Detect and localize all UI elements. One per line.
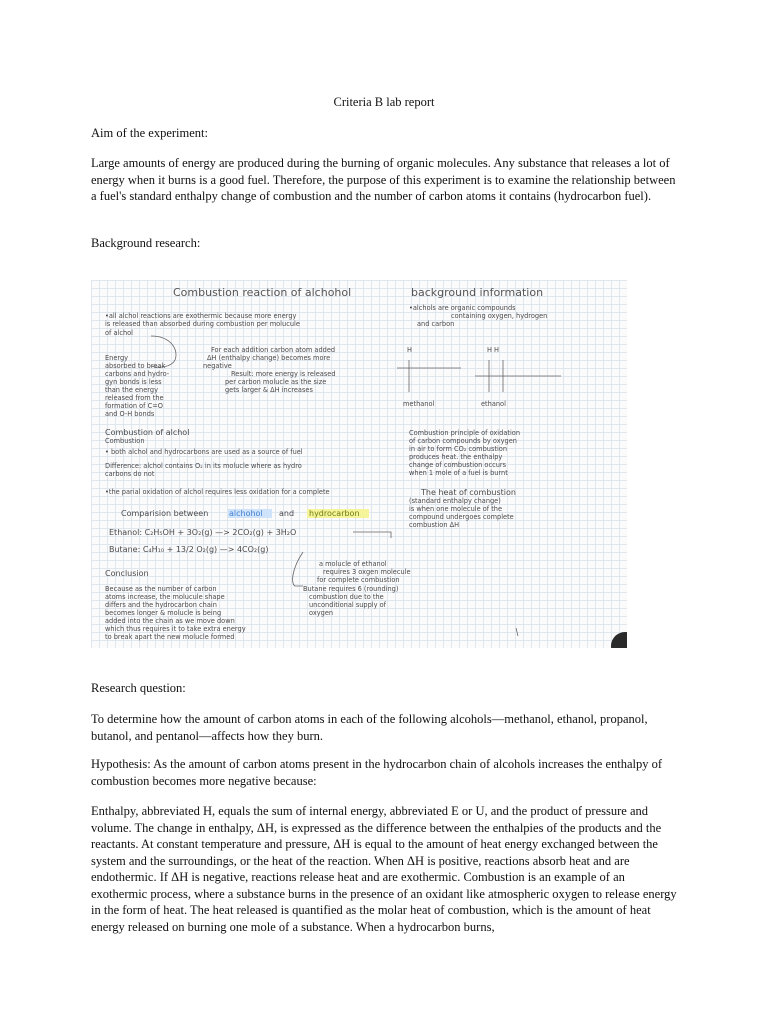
notes-conclusion-4: becomes longer & molucle is being (105, 609, 222, 617)
notes-principle-6: when 1 mole of a fuel is burnt (409, 469, 508, 477)
notes-heat-comb-4: compound undergoes complete (409, 513, 514, 521)
notes-comparison-and: and (279, 509, 295, 518)
notes-exothermic-3: of alchol (105, 329, 133, 337)
background-heading: Background research: (91, 236, 201, 250)
notes-result-2: per carbon molucle as the size (225, 378, 327, 386)
notes-title-left: Combustion reaction of alchohol (173, 286, 352, 299)
research-question-paragraph: To determine how the amount of carbon atoms in each of the following alcohols—methanol, ethanol, propanol, butanol, and pentanol—affects how they burn. (91, 712, 648, 743)
notes-heat-comb-3: is when one molecule of the (409, 505, 503, 513)
notes-butane-note-2: combustion due to the (309, 593, 384, 601)
notes-heat-comb-5: combustion ΔH (409, 521, 460, 529)
notes-alcohols-organic: •alchols are organic compounds (409, 304, 516, 312)
notes-alcohols-organic-3: and carbon (417, 320, 455, 328)
notes-exothermic-2: is released than absorbed during combustion per molucule (105, 320, 300, 328)
corner-shadow (611, 632, 627, 648)
notes-energy-1: Energy (105, 354, 129, 362)
hypothesis-paragraph: Hypothesis: As the amount of carbon atoms present in the hydrocarbon chain of alcohols increases the enthalpy of combustion becomes more negative because: (91, 757, 663, 788)
notes-exothermic-1: •all alchol reactions are exothermic because more energy (105, 312, 297, 320)
notes-title-right: background information (411, 286, 544, 299)
ethanol-structure (475, 360, 561, 392)
notes-energy-5: than the energy (105, 386, 158, 394)
notes-each-add-3: negative (203, 362, 232, 370)
notes-molecule-note-1: a molucle of ethanol (319, 560, 387, 568)
notes-partial: •the parial oxidation of alchol requires less oxidation for a complete (105, 488, 330, 496)
notes-comparison-prefix: Comparision between (121, 509, 209, 518)
notes-butane-note-1: Butane requires 6 (rounding) (303, 585, 399, 593)
notes-principle-1: Combustion principle of oxidation (409, 429, 520, 437)
research-question-heading: Research question: (91, 681, 186, 695)
notes-heat-comb-1: The heat of combustion (421, 488, 516, 497)
notes-comparison-alcohol: alchohol (229, 509, 263, 518)
methanol-h-label: H (407, 346, 412, 354)
notes-heat-comb-2: (standard enthalpy change) (409, 497, 501, 505)
notes-molecule-note-2: requires 3 oxgen molecule (323, 568, 411, 576)
notes-energy-2: absorbed to break (105, 362, 166, 370)
notes-ethanol: ethanol (481, 400, 506, 408)
notes-energy-8: and O-H bonds (105, 410, 155, 418)
aim-paragraph: Large amounts of energy are produced during the burning of organic molecules. Any substance that releases a lot of energy when it burns is a good fuel. Therefore, the purpose of this experiment is to examine the relationship between a fuel's standard enthalpy change of combustion and the number of carbon atoms it contains (hydrocarbon fuel). (91, 156, 676, 203)
notes-conclusion-3: differs and the hydrocarbon chain (105, 601, 217, 609)
notes-diff-2: carbons do not (105, 470, 155, 478)
aim-heading: Aim of the experiment: (91, 126, 208, 140)
arrow-ethanol-note (353, 532, 391, 538)
notes-each-add-1: For each addition carbon atom added (211, 346, 336, 354)
ethanol-h-label: H H (487, 346, 500, 354)
methanol-structure (397, 360, 461, 392)
notes-principle-3: in air to form CO₂ combustion (409, 445, 508, 453)
notes-both: • both alchol and hydrocarbons are used as a source of fuel (105, 448, 303, 456)
notes-butane-note-4: oxygen (309, 609, 334, 617)
notes-methanol: methanol (403, 400, 435, 408)
notes-drawing (91, 280, 627, 648)
notes-molecule-note-3: for complete combustion (317, 576, 400, 584)
notes-butane-note-3: unconditional supply of (309, 601, 386, 609)
notes-conclusion-7: to break apart the new molucle formed (105, 633, 235, 641)
notes-conclusion-5: added into the chain as we move down (105, 617, 235, 625)
notes-conclusion-1: Because as the number of carbon (105, 585, 217, 593)
notes-energy-4: gyn bonds is less (105, 378, 162, 386)
pen-mark (516, 628, 518, 636)
notes-principle-5: change of combustion occurs (409, 461, 507, 469)
notes-principle-2: of carbon compounds by oxygen (409, 437, 517, 445)
notes-energy-7: formation of C=O (105, 402, 163, 410)
notes-conclusion-6: which thus requires it to take extra energy (105, 625, 246, 633)
notes-ethanol-eq: Ethanol: C₂H₅OH + 3O₂(g) —> 2CO₂(g) + 3H₂O (109, 528, 297, 537)
notes-each-add-2: ΔH (enthalpy change) becomes more (207, 354, 331, 362)
page-title: Criteria B lab report (333, 95, 435, 109)
notes-principle-4: produces heat. the enthalpy (409, 453, 503, 461)
handwritten-notes-image (91, 280, 627, 648)
notes-energy-3: carbons and hydro- (105, 370, 170, 378)
notes-result-1: Result: more energy is released (231, 370, 336, 378)
notes-result-3: gets larger & ΔH increases (225, 386, 313, 394)
notes-butane-eq: Butane: C₄H₁₀ + 13/2 O₂(g) —> 4CO₂(g) (109, 545, 269, 554)
notes-energy-6: released from the (105, 394, 164, 402)
notes-comparison-hydrocarbon: hydrocarbon (309, 509, 360, 518)
notes-diff-1: Difference: alchol contains O₂ in its molucle where as hydro (105, 462, 302, 470)
notes-alcohols-organic-2: containing oxygen, hydrogen (451, 312, 548, 320)
notes-conclusion-2: atoms increase, the molucule shape (105, 593, 225, 601)
enthalpy-paragraph: Enthalpy, abbreviated H, equals the sum of internal energy, abbreviated E or U, and the product of pressure and volume. The change in enthalpy, ΔH, is expressed as the difference between the enthalpies of the products and the reactants. At constant temperature and pressure, ΔH is equal to the amount of heat energy exchanged between the system and the surroundings, or the heat of the reaction. When ΔH is positive, reactions absorb heat and are endothermic. If ΔH is negative, reactions release heat and are exothermic. Combustion is an example of an exothermic process, where a substance burns in the presence of an oxidant like atmospheric oxygen to release energy in the form of heat. The heat released is quantified as the molar heat of combustion, which is the amount of heat energy released on burning one mole of a substance. When a hydrocarbon burns, (91, 804, 677, 934)
notes-comb-alc-1: Combustion of alchol (105, 428, 190, 437)
arrow-butane-note (293, 552, 303, 586)
notes-comb-alc-2: Combustion (105, 437, 145, 445)
notes-conclusion-heading: Conclusion (105, 569, 149, 578)
